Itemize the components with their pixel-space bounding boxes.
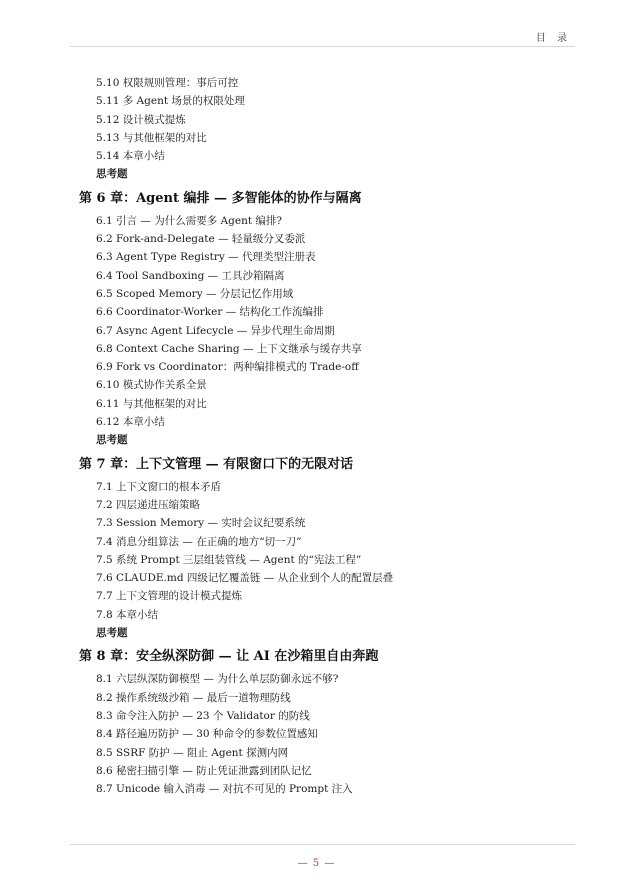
toc-exercises-entry[interactable]: 思考题 <box>96 168 128 181</box>
toc-section-entry[interactable]: 7.7 上下文管理的设计模式提炼 <box>96 590 243 603</box>
toc-section-entry[interactable]: 5.11 多 Agent 场景的权限处理 <box>96 95 245 108</box>
toc-section-entry[interactable]: 6.12 本章小结 <box>96 416 165 429</box>
toc-section-entry[interactable]: 6.11 与其他框架的对比 <box>96 397 207 410</box>
toc-section-entry[interactable]: 6.8 Context Cache Sharing — 上下文继承与缓存共享 <box>96 342 362 355</box>
toc-section-entry[interactable]: 5.14 本章小结 <box>96 150 165 163</box>
toc-section-entry[interactable]: 8.1 六层纵深防御模型 — 为什么单层防御永远不够? <box>96 673 339 686</box>
header-divider <box>70 46 575 47</box>
toc-section-entry[interactable]: 6.5 Scoped Memory — 分层记忆作用域 <box>96 287 294 300</box>
toc-chapter-entry[interactable]: 第 8 章：安全纵深防御 — 让 AI 在沙箱里自由奔跑 <box>79 649 379 665</box>
toc-exercises-entry[interactable]: 思考题 <box>96 434 128 447</box>
toc-section-entry[interactable]: 7.3 Session Memory — 实时会议纪要系统 <box>96 517 306 530</box>
toc-section-entry[interactable]: 6.3 Agent Type Registry — 代理类型注册表 <box>96 251 316 264</box>
toc-chapter-entry[interactable]: 第 7 章：上下文管理 — 有限窗口下的无限对话 <box>79 456 354 472</box>
toc-section-entry[interactable]: 8.3 命令注入防护 — 23 个 Validator 的防线 <box>96 709 310 722</box>
running-header: 目 录 <box>535 33 571 44</box>
toc-section-entry[interactable]: 5.12 设计模式提炼 <box>96 113 186 126</box>
toc-section-entry[interactable]: 7.2 四层递进压缩策略 <box>96 498 201 511</box>
toc-section-entry[interactable]: 6.9 Fork vs Coordinator：两种编排模式的 Trade-off <box>96 361 359 374</box>
toc-section-entry[interactable]: 7.1 上下文窗口的根本矛盾 <box>96 480 222 493</box>
toc-section-entry[interactable]: 6.6 Coordinator-Worker — 结构化工作流编排 <box>96 306 324 319</box>
toc-section-entry[interactable]: 6.10 模式协作关系全景 <box>96 379 207 392</box>
toc-section-entry[interactable]: 6.2 Fork-and-Delegate — 轻量级分叉委派 <box>96 233 306 246</box>
toc-section-entry[interactable]: 8.5 SSRF 防护 — 阻止 Agent 探测内网 <box>96 746 289 759</box>
toc-section-entry[interactable]: 8.4 路径遍历防护 — 30 种命令的参数位置感知 <box>96 728 318 741</box>
toc-chapter-entry[interactable]: 第 6 章：Agent 编排 — 多智能体的协作与隔离 <box>79 190 362 206</box>
page-number: — 5 — <box>297 858 336 869</box>
toc-section-entry[interactable]: 7.6 CLAUDE.md 四级记忆覆盖链 — 从企业到个人的配置层叠 <box>96 572 394 585</box>
footer-divider <box>70 844 575 845</box>
toc-section-entry[interactable]: 5.13 与其他框架的对比 <box>96 131 207 144</box>
toc-section-entry[interactable]: 8.2 操作系统级沙箱 — 最后一道物理防线 <box>96 691 291 704</box>
toc-section-entry[interactable]: 7.8 本章小结 <box>96 608 159 621</box>
toc-section-entry[interactable]: 5.10 权限规则管理：事后可控 <box>96 77 239 89</box>
toc-section-entry[interactable]: 6.4 Tool Sandboxing — 工具沙箱隔离 <box>96 269 285 282</box>
toc-section-entry[interactable]: 6.1 引言 — 为什么需要多 Agent 编排? <box>96 214 283 227</box>
toc-section-entry[interactable]: 7.4 消息分组算法 — 在正确的地方“切一刀” <box>96 535 302 548</box>
toc-section-entry[interactable]: 8.7 Unicode 输入消毒 — 对抗不可见的 Prompt 注入 <box>96 783 353 796</box>
table-of-contents <box>79 74 579 798</box>
toc-exercises-entry[interactable]: 思考题 <box>96 627 128 640</box>
toc-section-entry[interactable]: 7.5 系统 Prompt 三层组装管线 — Agent 的“宪法工程” <box>96 553 362 566</box>
toc-section-entry[interactable]: 6.7 Async Agent Lifecycle — 异步代理生命周期 <box>96 324 335 337</box>
toc-section-entry[interactable]: 8.6 秘密扫描引擎 — 防止凭证泄露到团队记忆 <box>96 764 312 777</box>
